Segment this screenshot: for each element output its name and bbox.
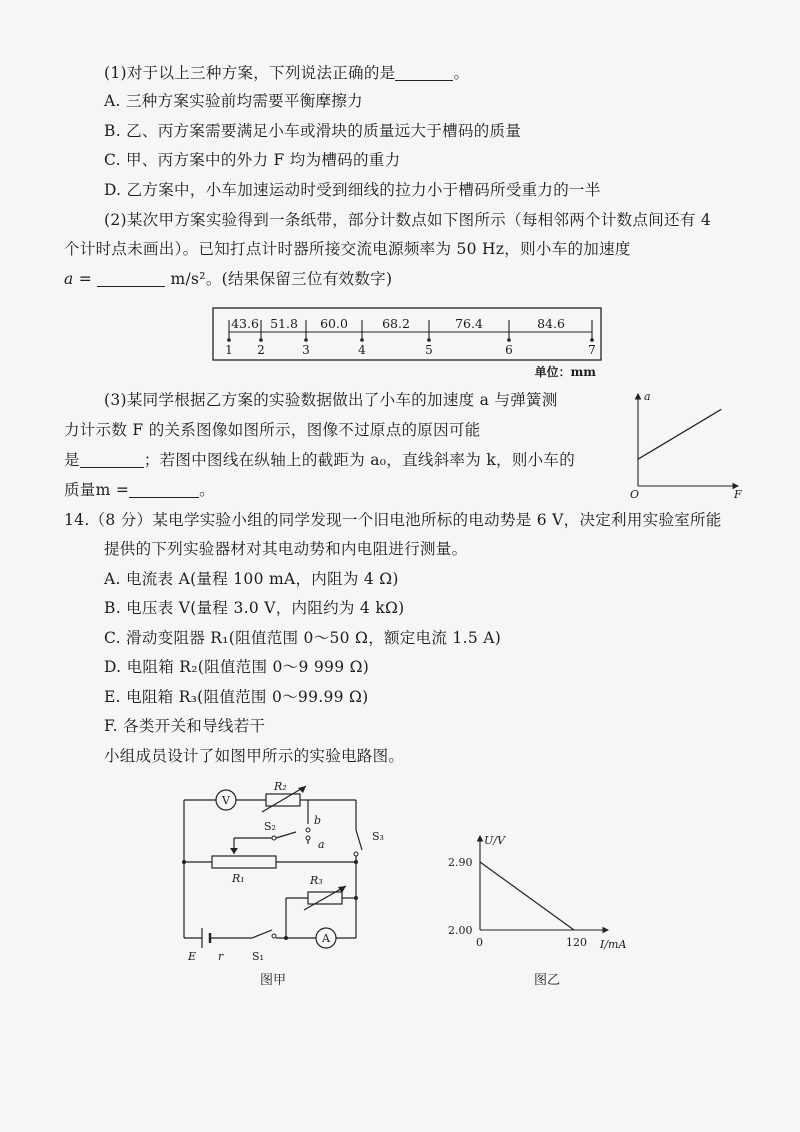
- af-series-line: [638, 409, 721, 459]
- r3-label: R₃: [310, 874, 323, 887]
- q14-item-c: C. 滑动变阻器 R₁(阻值范围 0～50 Ω，额定电流 1.5 A): [104, 629, 502, 647]
- tape-dot-5: [427, 338, 431, 342]
- q14-design-text: 小组成员设计了如图甲所示的实验电路图。: [104, 747, 405, 765]
- q13-part1-answer-blank[interactable]: [395, 64, 453, 81]
- node-left: [182, 860, 186, 864]
- a-f-graph: [630, 388, 750, 500]
- q13-option-a: A. 三种方案实验前均需要平衡摩擦力: [104, 92, 363, 110]
- internal-r-label: r: [218, 950, 224, 963]
- q13-part1-stem-text: (1)对于以上三种方案，下列说法正确的是: [104, 64, 396, 82]
- q13-part3-line3: [64, 449, 575, 471]
- circuit-caption: 图甲: [260, 973, 287, 988]
- q13-part3-line4: [64, 479, 215, 501]
- q13-part2-answer-blank[interactable]: [97, 270, 165, 287]
- r1-label: R₁: [232, 872, 245, 885]
- q13-option-c: C. 甲、丙方案中的外力 F 均为槽码的重力: [104, 151, 401, 169]
- q13-part3-line2: 力计示数 F 的关系图像如图所示，图像不过原点的原因可能: [64, 421, 481, 439]
- r2-label: R₂: [274, 780, 287, 793]
- tape-segment-1: 43.6: [231, 316, 259, 331]
- contact-b: [306, 828, 310, 832]
- q13-part3-line3-start: 是: [64, 451, 80, 469]
- tape-dot-4: [360, 338, 364, 342]
- q14-item-d: D. 电阻箱 R₂(阻值范围 0～9 999 Ω): [104, 658, 370, 676]
- node-right: [354, 860, 358, 864]
- tape-segment-5: 76.4: [455, 316, 483, 331]
- q13-part2-a-eq: a =: [64, 270, 93, 288]
- tape-point-7: 7: [588, 343, 596, 357]
- q13-part2-line2: 个计时点未画出）。已知打点计时器所接交流电源频率为 50 Hz，则小车的加速度: [64, 240, 631, 258]
- r1-box: [212, 856, 276, 868]
- ui-caption: 图乙: [534, 973, 561, 988]
- voltmeter-label: V: [222, 794, 230, 807]
- ammeter-label: A: [322, 932, 330, 945]
- tape-point-3: 3: [302, 343, 310, 357]
- tape-dot-7: [590, 338, 594, 342]
- tape-point-6: 6: [505, 343, 513, 357]
- q14-item-f: F. 各类开关和导线若干: [104, 717, 266, 735]
- point-a-label: a: [318, 838, 325, 851]
- q14-line2: 提供的下列实验器材对其电动势和内电阻进行测量。: [104, 540, 468, 558]
- tape-segment-6: 84.6: [537, 316, 565, 331]
- point-b-label: b: [314, 814, 322, 827]
- q13-option-b: B. 乙、丙方案需要满足小车或滑块的质量远大于槽码的质量: [104, 122, 522, 140]
- ui-x-tick-zero: 0: [476, 936, 483, 949]
- ui-series-line: [480, 862, 574, 930]
- tape-segment-3: 60.0: [320, 316, 348, 331]
- af-origin-label: O: [630, 488, 640, 500]
- r1-slider-arrow: [230, 848, 238, 854]
- tape-point-5: 5: [425, 343, 433, 357]
- q14-item-b: B. 电压表 V(量程 3.0 V，内阻约为 4 kΩ): [104, 599, 405, 617]
- q13-part2-unit: m/s²。(结果保留三位有效数字): [170, 270, 393, 288]
- q13-part3-mass-blank[interactable]: [129, 481, 199, 498]
- s3-label: S₃: [372, 830, 384, 843]
- q13-part3-mass-label: 质量m =: [64, 481, 130, 499]
- s3-contact: [354, 852, 358, 856]
- tape-dot-3: [304, 338, 308, 342]
- s3-blade: [356, 830, 362, 850]
- tape-dot-6: [507, 338, 511, 342]
- af-y-label: a: [644, 390, 651, 403]
- u-i-graph: [440, 830, 640, 990]
- q14-item-a: A. 电流表 A(量程 100 mA，内阻为 4 Ω): [104, 570, 399, 588]
- r3-arrow-line: [304, 886, 346, 910]
- node-r3: [354, 896, 358, 900]
- tape-segment-4: 68.2: [382, 316, 410, 331]
- node-bottom: [284, 936, 288, 940]
- s1-contact: [272, 934, 276, 938]
- s2-blade: [276, 832, 296, 838]
- tape-unit: 单位：mm: [534, 365, 596, 379]
- q14-item-e: E. 电阻箱 R₃(阻值范围 0～99.99 Ω): [104, 688, 369, 706]
- emf-label: E: [188, 950, 197, 963]
- q13-part3-line3-end: ；若图中图线在纵轴上的截距为 a₀，直线斜率为 k，则小车的: [143, 451, 576, 469]
- tape-dot-2: [259, 338, 263, 342]
- ui-y-axis-label: U/V: [484, 834, 505, 847]
- q13-option-d: D. 乙方案中，小车加速运动时受到细线的拉力小于槽码所受重力的一半: [104, 181, 601, 199]
- s1-blade: [252, 930, 272, 938]
- q13-part2-line1: (2)某次甲方案实验得到一条纸带，部分计数点如下图所示（每相邻两个计数点间还有 4: [104, 211, 712, 229]
- ui-x-axis-label: I/mA: [600, 938, 627, 951]
- ui-y-tick-high: 2.90: [448, 856, 473, 869]
- tape-dot-1: [227, 338, 231, 342]
- s1-label: S₁: [252, 950, 264, 963]
- tape-point-4: 4: [358, 343, 366, 357]
- s2-label: S₂: [264, 820, 276, 833]
- circuit-diagram: [176, 778, 396, 988]
- af-x-label: F: [734, 488, 742, 500]
- paper-tape-diagram: [212, 306, 612, 382]
- tape-point-1: 1: [225, 343, 233, 357]
- tape-segment-2: 51.8: [270, 316, 298, 331]
- q13-part1-stem-end: 。: [453, 64, 470, 82]
- q13-part3-reason-blank[interactable]: [80, 451, 144, 468]
- contact-a: [306, 836, 310, 840]
- ui-y-tick-low: 2.00: [448, 924, 473, 937]
- q13-part2-line3: [64, 268, 392, 290]
- q13-part3-line4-end: 。: [199, 481, 215, 499]
- tape-point-2: 2: [257, 343, 265, 357]
- q13-part1-stem: [104, 62, 469, 84]
- ui-x-tick-end: 120: [566, 936, 587, 949]
- q14-line1: 14.（8 分）某电学实验小组的同学发现一个旧电池所标的电动势是 6 V，决定利用实验室所能: [64, 511, 722, 529]
- s2-pivot: [272, 836, 276, 840]
- q13-part3-line1: (3)某同学根据乙方案的实验数据做出了小车的加速度 a 与弹簧测: [104, 391, 558, 409]
